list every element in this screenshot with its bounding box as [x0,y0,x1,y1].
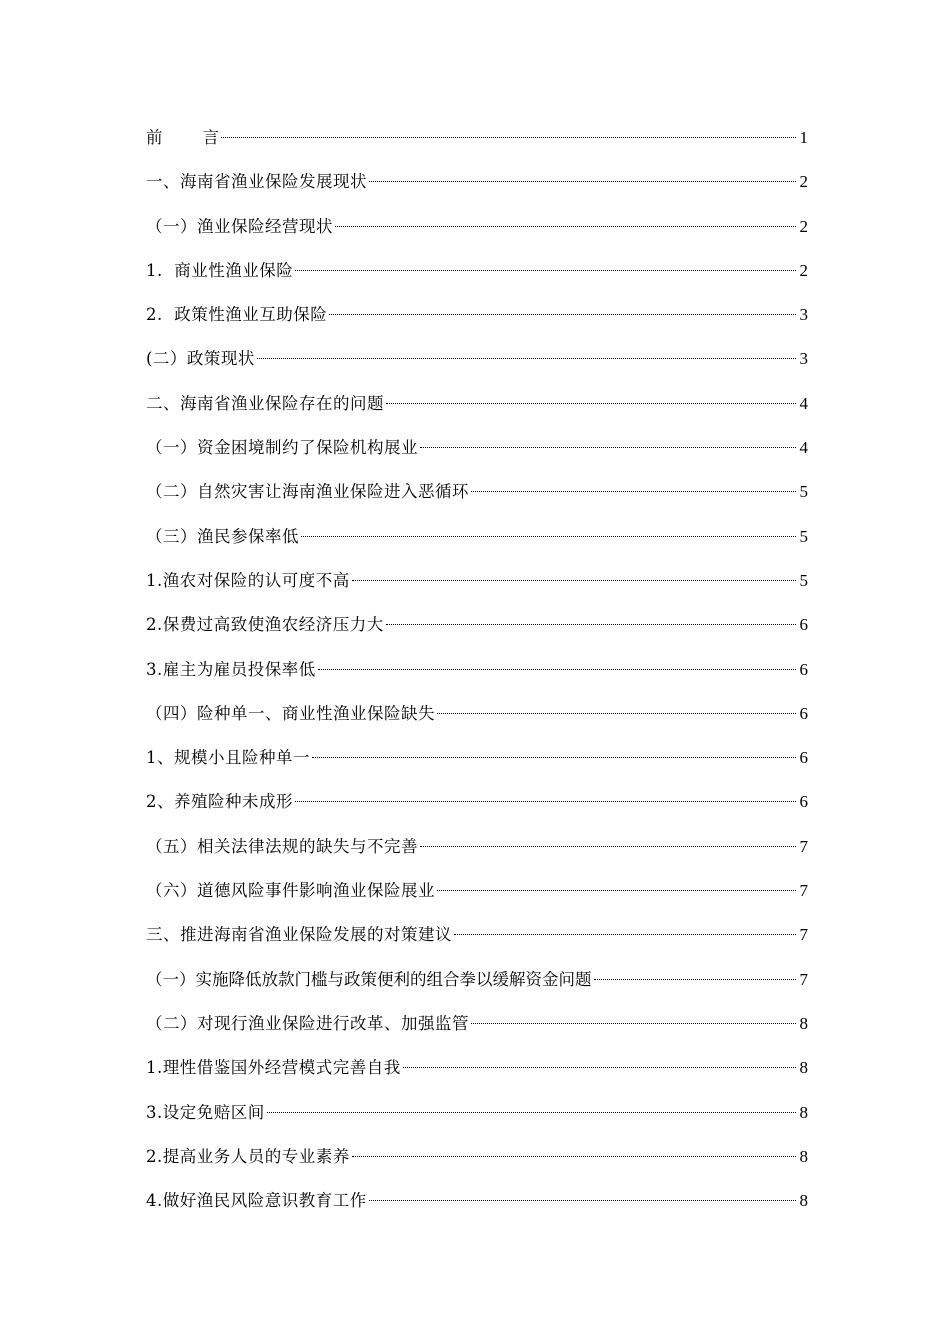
toc-entry-page: 3 [799,349,808,369]
toc-entry [146,434,808,478]
toc-entry [146,877,808,921]
toc-entry [146,1099,808,1143]
toc-entry-title: 2.保费过高致使渔农经济压力大 [146,615,384,635]
toc-entry-title: 二、海南省渔业保险存在的问题 [146,393,384,413]
toc-entry-title: （三）渔民参保率低 [146,526,299,546]
toc-entry-page: 8 [799,1146,808,1166]
toc-entry-page: 4 [799,393,808,413]
toc-entry-title: （一）资金困境制约了保险机构展业 [146,438,418,458]
table-of-contents [146,124,808,1231]
dot-leader [471,491,796,492]
toc-entry [146,656,808,700]
toc-entry-page: 7 [799,836,808,856]
toc-entry-title: 1. 商业性渔业保险 [146,260,294,280]
toc-entry [146,345,808,389]
dot-leader [329,314,796,315]
toc-entry-page: 4 [799,438,808,458]
toc-entry-title: （五）相关法律法规的缺失与不完善 [146,836,418,856]
toc-entry [146,390,808,434]
toc-entry-page: 7 [799,925,808,945]
toc-entry-page: 8 [799,1102,808,1122]
toc-entry-page: 8 [799,1191,808,1211]
toc-entry [146,833,808,877]
toc-entry-title: 1.渔农对保险的认可度不高 [146,570,350,590]
toc-entry-page: 8 [799,1058,808,1078]
dot-leader [369,1200,796,1201]
toc-entry [146,478,808,522]
dot-leader [221,137,796,138]
toc-entry-page: 8 [799,1013,808,1033]
dot-leader [437,713,796,714]
dot-leader [386,624,796,625]
toc-entry [146,788,808,832]
toc-entry-title: 2.提高业务人员的专业素养 [146,1146,350,1166]
toc-entry [146,523,808,567]
toc-entry [146,567,808,611]
toc-entry [146,1054,808,1098]
dot-leader [420,846,796,847]
toc-entry-title: 3.设定免赔区间 [146,1102,265,1122]
toc-entry-page: 6 [799,615,808,635]
dot-leader [471,1023,796,1024]
toc-entry-page: 6 [799,703,808,723]
dot-leader [437,890,796,891]
toc-entry [146,921,808,965]
dot-leader [594,979,797,980]
toc-entry-title: （二）自然灾害让海南渔业保险进入恶循环 [146,482,469,502]
toc-entry-title: （一）实施降低放款门槛与政策便利的组合拳以缓解资金问题 [146,969,592,989]
dot-leader [386,403,796,404]
toc-entry-title: 4.做好渔民风险意识教育工作 [146,1191,367,1211]
toc-entry-page: 6 [799,748,808,768]
toc-entry [146,700,808,744]
toc-entry-title: 一、海南省渔业保险发展现状 [146,172,367,192]
toc-entry-page: 7 [799,881,808,901]
toc-entry-title: （四）险种单一、商业性渔业保险缺失 [146,703,435,723]
dot-leader [301,536,796,537]
toc-entry [146,1010,808,1054]
toc-entry-title: 2. 政策性渔业互助保险 [146,305,328,325]
toc-entry-title: （六）道德风险事件影响渔业保险展业 [146,881,435,901]
toc-entry-title [146,124,219,152]
dot-leader [352,1156,796,1157]
dot-leader [295,801,796,802]
toc-entry [146,257,808,301]
toc-entry-page: 6 [799,659,808,679]
toc-preface-char-1: 前 [146,128,163,147]
dot-leader [312,757,796,758]
toc-entry [146,301,808,345]
toc-entry-title: （一）渔业保险经营现状 [146,216,333,236]
dot-leader [335,226,796,227]
toc-entry-title: （二）对现行渔业保险进行改革、加强监管 [146,1013,469,1033]
toc-entry [146,213,808,257]
toc-entry-page: 2 [799,216,808,236]
toc-entry-page: 5 [799,570,808,590]
toc-preface-char-2: 言 [202,128,219,147]
toc-entry-page: 5 [799,482,808,502]
dot-leader [267,1112,796,1113]
toc-entry-page: 6 [799,792,808,812]
toc-entry-page: 1 [799,128,808,147]
dot-leader [369,181,796,182]
dot-leader [257,358,796,359]
toc-entry-preface [146,124,808,168]
toc-entry-title: 三、推进海南省渔业保险发展的对策建议 [146,925,452,945]
dot-leader [420,447,796,448]
toc-entry-page: 2 [799,172,808,192]
dot-leader [295,270,796,271]
toc-entry-title: 1.理性借鉴国外经营模式完善自我 [146,1058,401,1078]
toc-entry-title: 2、养殖险种未成形 [146,792,293,812]
dot-leader [352,580,796,581]
toc-entry-page: 3 [799,305,808,325]
toc-entry [146,1143,808,1187]
toc-entry [146,611,808,655]
dot-leader [403,1067,796,1068]
toc-entry [146,744,808,788]
toc-entry [146,966,808,1010]
toc-entry-title: 3.雇主为雇员投保率低 [146,659,316,679]
toc-entry-page: 2 [799,260,808,280]
dot-leader [454,934,796,935]
toc-entry [146,168,808,212]
toc-entry [146,1187,808,1231]
toc-entry-title: 1、规模小且险种单一 [146,748,310,768]
toc-entry-title: (二）政策现状 [146,349,255,369]
toc-entry-page: 5 [799,526,808,546]
toc-entry-page: 7 [799,969,808,989]
dot-leader [318,669,796,670]
